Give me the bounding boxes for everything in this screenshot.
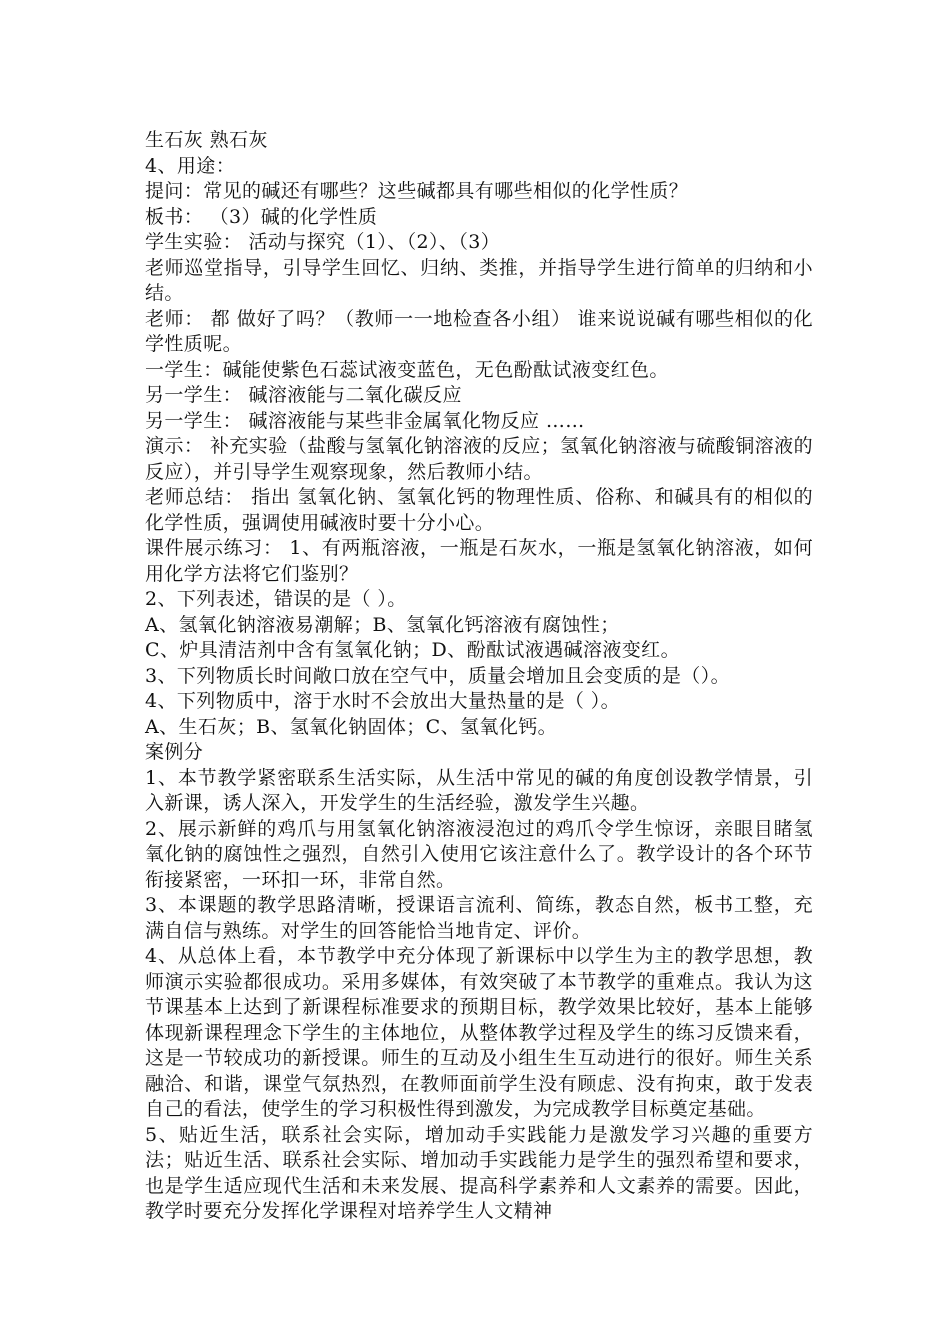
text-line-quicklime: 生石灰 熟石灰 (145, 129, 268, 151)
text-line-exercise-2-cd: C、炉具清洁剂中含有氢氧化钠；D、酚酞试液遇碱溶液变红。 (145, 639, 680, 661)
text-paragraph-analysis-2: 2、展示新鲜的鸡爪与用氢氧化钠溶液浸泡过的鸡爪令学生惊讶，亲眼目睹氢氧化钠的腐蚀性之强烈，自然引入使用它该注意什么了。教学设计的各个环节衔接紧密，一环扣一环，非常自然。 (145, 817, 813, 891)
text-line-exercise-3: 3、下列物质长时间敞口放在空气中，质量会增加且会变质的是（）。 (145, 664, 730, 687)
text-paragraph-summary: 老师总结： 指出 氢氧化钠、氢氧化钙的物理性质、俗称、和碱具有的相似的化学性质，强调使用碱液时要十分小心。 (145, 486, 813, 534)
text-line-student-2: 另一学生： 碱溶液能与二氧化碳反应 (145, 384, 462, 406)
section-heading-case-analysis: 案例分 (145, 741, 204, 763)
text-line-student-experiment: 学生实验： 活动与探究（1）、（2）、（3） (145, 231, 501, 253)
text-paragraph-analysis-1: 1、本节教学紧密联系生活实际，从生活中常见的碱的角度创设教学情景，引入新课，诱人深入，开发学生的生活经验，激发学生兴趣。 (145, 766, 813, 814)
text-line-exercise-4: 4、下列物质中，溶于水时不会放出大量热量的是（ ）。 (145, 690, 621, 712)
text-paragraph-exercise-1: 课件展示练习： 1、有两瓶溶液，一瓶是石灰水，一瓶是氢氧化钠溶液，如何用化学方法将它们鉴别？ (145, 537, 813, 585)
text-paragraph-analysis-5: 5、贴近生活，联系社会实际，增加动手实践能力是激发学习兴趣的重要方法；贴近生活、联系社会实际、增加动手实践能力是学生的强烈希望和要求，也是学生适应现代生活和未来发展、提高科学素养和人文素养的需要。因此，教学时要充分发挥化学课程对培养学生人文精神 (145, 1123, 813, 1222)
text-paragraph-analysis-3: 3、本课题的教学思路清晰，授课语言流利、简练，教态自然，板书工整，充满自信与熟练。对学生的回答能恰当地肯定、评价。 (145, 894, 813, 942)
text-paragraph-analysis-4: 4、从总体上看，本节教学中充分体现了新课标中以学生为主的教学思想，教师演示实验都很成功。采用多媒体，有效突破了本节教学的重难点。我认为这节课基本上达到了新课程标准要求的预期目标，教学效果比较好，基本上能够体现新课程理念下学生的主体地位，从整体教学过程及学生的练习反馈来看，这是一节较成功的新授课。师生的互动及小组生生互动进行的很好。师生关系融洽、和谐，课堂气氛热烈，在教师面前学生没有顾虑、没有拘束，敢于发表自己的看法，使学生的学习积极性得到激发，为完成教学目标奠定基础。 (145, 945, 813, 1120)
text-line-exercise-2: 2、下列表述，错误的是（ ）。 (145, 588, 407, 610)
text-line-exercise-2-ab: A、氢氧化钠溶液易潮解；B、氢氧化钙溶液有腐蚀性； (145, 613, 620, 636)
document-body (145, 128, 813, 1225)
text-paragraph-demo: 演示： 补充实验（盐酸与氢氧化钠溶液的反应；氢氧化钠溶液与硫酸铜溶液的反应），并引导学生观察现象，然后教师小结。 (145, 435, 813, 483)
text-paragraph-teacher-check: 老师： 都 做好了吗？（教师一一地检查各小组） 谁来说说碱有哪些相似的化学性质呢。 (145, 307, 813, 355)
text-line-uses: 4、用途： (145, 154, 236, 177)
text-line-exercise-4-options: A、生石灰；B、氢氧化钠固体；C、氢氧化钙。 (145, 715, 558, 738)
text-line-student-3: 另一学生： 碱溶液能与某些非金属氧化物反应 …… (145, 409, 585, 432)
text-line-board: 板书： （3）碱的化学性质 (145, 205, 378, 228)
text-line-question: 提问：常见的碱还有哪些？这些碱都具有哪些相似的化学性质？ (145, 180, 689, 202)
text-line-student-1: 一学生：碱能使紫色石蕊试液变蓝色，无色酚酞试液变红色。 (145, 358, 669, 381)
text-paragraph-guidance: 老师巡堂指导，引导学生回忆、归纳、类推，并指导学生进行简单的归纳和小结。 (145, 256, 813, 304)
